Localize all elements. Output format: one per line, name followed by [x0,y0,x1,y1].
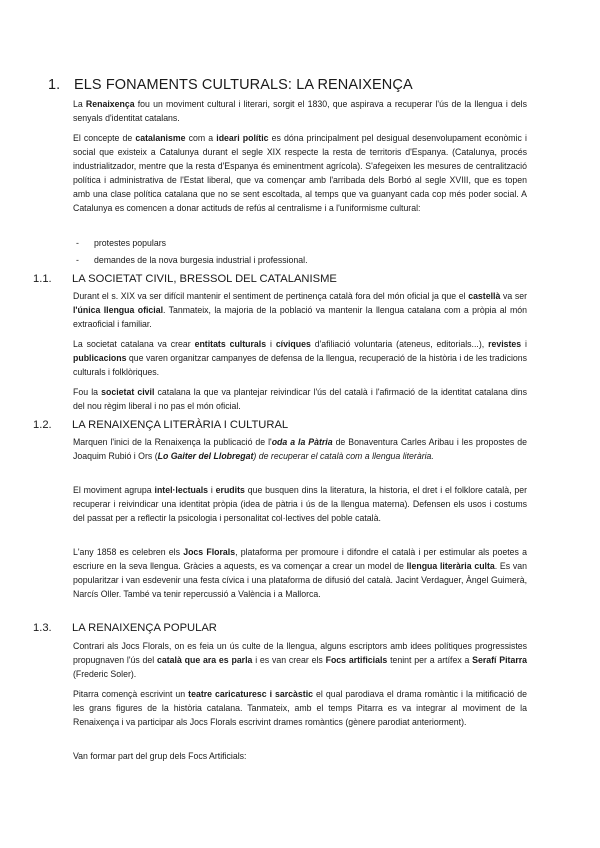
document-page: 1. ELS FONAMENTS CULTURALS: LA RENAIXENÇA La Renaixença fou un moviment cultural i literari, sorgit el 1830, que aspirava a recuperar l'ús de la llengua i dels senyals d'identitat catalans. El concepte de catalanisme com a ideari polític es dóna principalment pel desigual desenvolupament econòmic i social que existeix a Catalunya durant el segle XIX respecte la resta de territoris d'Espanya. (Catalunya, procés industrialitzador, mentre que la resta d'Espanya és eminentment agrícola). S'afegeixen les mesures de centralització política i administrativa de l'Estat liberal, que va començar amb l'arribada dels Borbó al segle XVIII, que es topen amb una clase política catalana que no se sent escoltada, al temps que va guanyant cada cop més poder social. A Catalunya es comencen a donar actituds de refús al centralisme i a l'uniformisme cultural: - protestes populars - demandes de la nova burgesia industrial i professional. 1.1. LA SOCIETAT CIVIL, BRESSOL DEL CATALANISME Durant el s. XIX va ser difícil mantenir el sentiment de pertinença català fora del món oficial ja que el castellà va ser l'única llengua oficial. Tanmateix, la majoria de la població va mantenir la llengua catalana com a pròpia al món extraoficial i familiar. La societat catalana va crear entitats culturals i cíviques d'afiliació voluntaria (ateneus, editorials...), revistes i publicacions que varen organitzar campanyes de defensa de la llengua, recuperació de la història i de les tradicions culturals i folklòriques. Fou la societat civil catalana la que va plantejar reivindicar l'ús del català i l'afirmació de la identitat catalana dins del nou règim liberal i no pas el món oficial. 1.2. LA RENAIXENÇA LITERÀRIA I CULTURAL Marquen l'inici de la Renaixença la publicació de l'oda a la Pàtria de Bonaventura Carles Aribau i les propostes de Joaquim Rubió i Ors (Lo Gaiter del Llobregat) de recuperar el català com a llengua literària. El moviment agrupa intel·lectuals i erudits que busquen dins la literatura, la historia, el dret i el folklore català, per recuperar i reivindicar una identitat pròpia (idea de pàtria i ús de la llengua materna). Defensen els usos i costums del passat per a reflectir la psicologia i personalitat col·lectives del poble català. L'any 1858 es celebren els Jocs Florals, plataforma per promoure i difondre el català i per estimular als poetes a escriure en la seva llengua. Gràcies a aquests, es va començar a crear un model de llengua literària culta. Es van popularitzar i van esdevenir una festa cívica i una plataforma de difusió del català. Jacint Verdaguer, Àngel Guimerà, Narcís Oller. També va tenir repercussió a València i a Mallorca. 1.3. LA RENAIXENÇA POPULAR Contrari als Jocs Florals, on es feia un ús culte de la llengua, alguns escriptors amb idees polítiques progressistes propugnaven l'ús del català que ara es parla i es van crear els Focs artificials tenint per a artífex a Serafí Pitarra (Frederic Soler). Pitarra començà escrivint un teatre caricaturesc i sarcàstic el qual parodiava el drama romàntic i la mitificació de les grans figures de la història catalana. Tanmateix, amb el temps Pitarra es va integrar al moviment de la Renaixença i va participar als Jocs Florals escrivint drames romàntics (gènere parodiat anteriorment). Van formar part del grup dels Focs Artificials: [0,0,600,848]
chapter-title: ELS FONAMENTS CULTURALS: LA RENAIXENÇA [74,77,413,93]
s13-paragraph-1: Contrari als Jocs Florals, on es feia un ús culte de la llengua, alguns escriptors amb idees polítiques progressistes propugnaven l'ús del català que ara es parla i es van crear els Focs artificials tenint per a artífex a Serafí Pitarra (Frederic Soler). [73,641,528,679]
s11-paragraph-2: La societat catalana va crear entitats culturals i cíviques d'afiliació voluntaria (ateneus, editorials...), revistes i publicacions que varen organitzar campanyes de defensa de la llengua, recuperació de la història i de les tradicions culturals i folklòriques. [73,339,528,377]
s11-paragraph-1: Durant el s. XIX va ser difícil mantenir el sentiment de pertinença català fora del món oficial ja que el castellà va ser l'única llengua oficial. Tanmateix, la majoria de la població va mantenir la llengua catalana com a pròpia al món extraoficial i familiar. [73,291,527,329]
s12-paragraph-3: L'any 1858 es celebren els Jocs Florals, plataforma per promoure i difondre el català i per estimular als poetes a escriure en la seva llengua. Gràcies a aquests, es va començar a crear un model de llengua literària culta. Es van popularitzar i van esdevenir una festa cívica i una plataforma de difusió del català. Jacint Verdaguer, Àngel Guimerà, Narcís Oller. També va tenir repercussió a València i a Mallorca. [73,547,527,599]
s11-paragraph-3: Fou la societat civil catalana la que va plantejar reivindicar l'ús del català i l'afirmació de la identitat catalana dins del nou règim liberal i no pas el món oficial. [73,387,528,411]
intro-paragraph-2: El concepte de catalanisme com a ideari polític es dóna principalment pel desigual desenvolupament econòmic i social que existeix a Catalunya durant el segle XIX respecte la resta de territoris d'Espanya. (Catalunya, procés industrialitzador, mentre que la resta d'Espanya és eminentment agrícola). S'afegeixen les mesures de centralització política i administrativa de l'Estat liberal, que va començar amb l'arribada dels Borbó al segle XVIII, que es topen amb una clase política catalana que no se sent escoltada, al temps que va guanyant cada cop més poder social. A Catalunya es comencen a donar actituds de refús al centralisme i a l'uniformisme cultural: [73,133,527,213]
s12-paragraph-2: El moviment agrupa intel·lectuals i erudits que busquen dins la literatura, la historia, el dret i el folklore català, per recuperar i reivindicar una identitat pròpia (idea de pàtria i ús de la llengua materna). Defensen els usos i costums del passat per a reflectir la psicologia i personalitat col·lectives del poble català. [73,485,527,523]
s13-paragraph-2: Pitarra començà escrivint un teatre caricaturesc i sarcàstic el qual parodiava el drama romàntic i la mitificació de les grans figures de la història catalana. Tanmateix, amb el temps Pitarra es va integrar al moviment de la Renaixença i va participar als Jocs Florals escrivint drames romàntics (gènere parodiat anteriorment). [73,689,527,727]
intro-paragraph-1: La Renaixença fou un moviment cultural i literari, sorgit el 1830, que aspirava a recuperar l'ús de la llengua i dels senyals d'identitat catalans. [73,99,527,123]
s12-paragraph-1: Marquen l'inici de la Renaixença la publicació de l'oda a la Pàtria de Bonaventura Carles Aribau i les propostes de Joaquim Rubió i Ors (Lo Gaiter del Llobregat) de recuperar el català com a llengua literària. [73,437,527,461]
chapter-number: 1. [48,77,61,93]
s13-paragraph-3: Van formar part del grup dels Focs Artificials: [73,751,247,761]
